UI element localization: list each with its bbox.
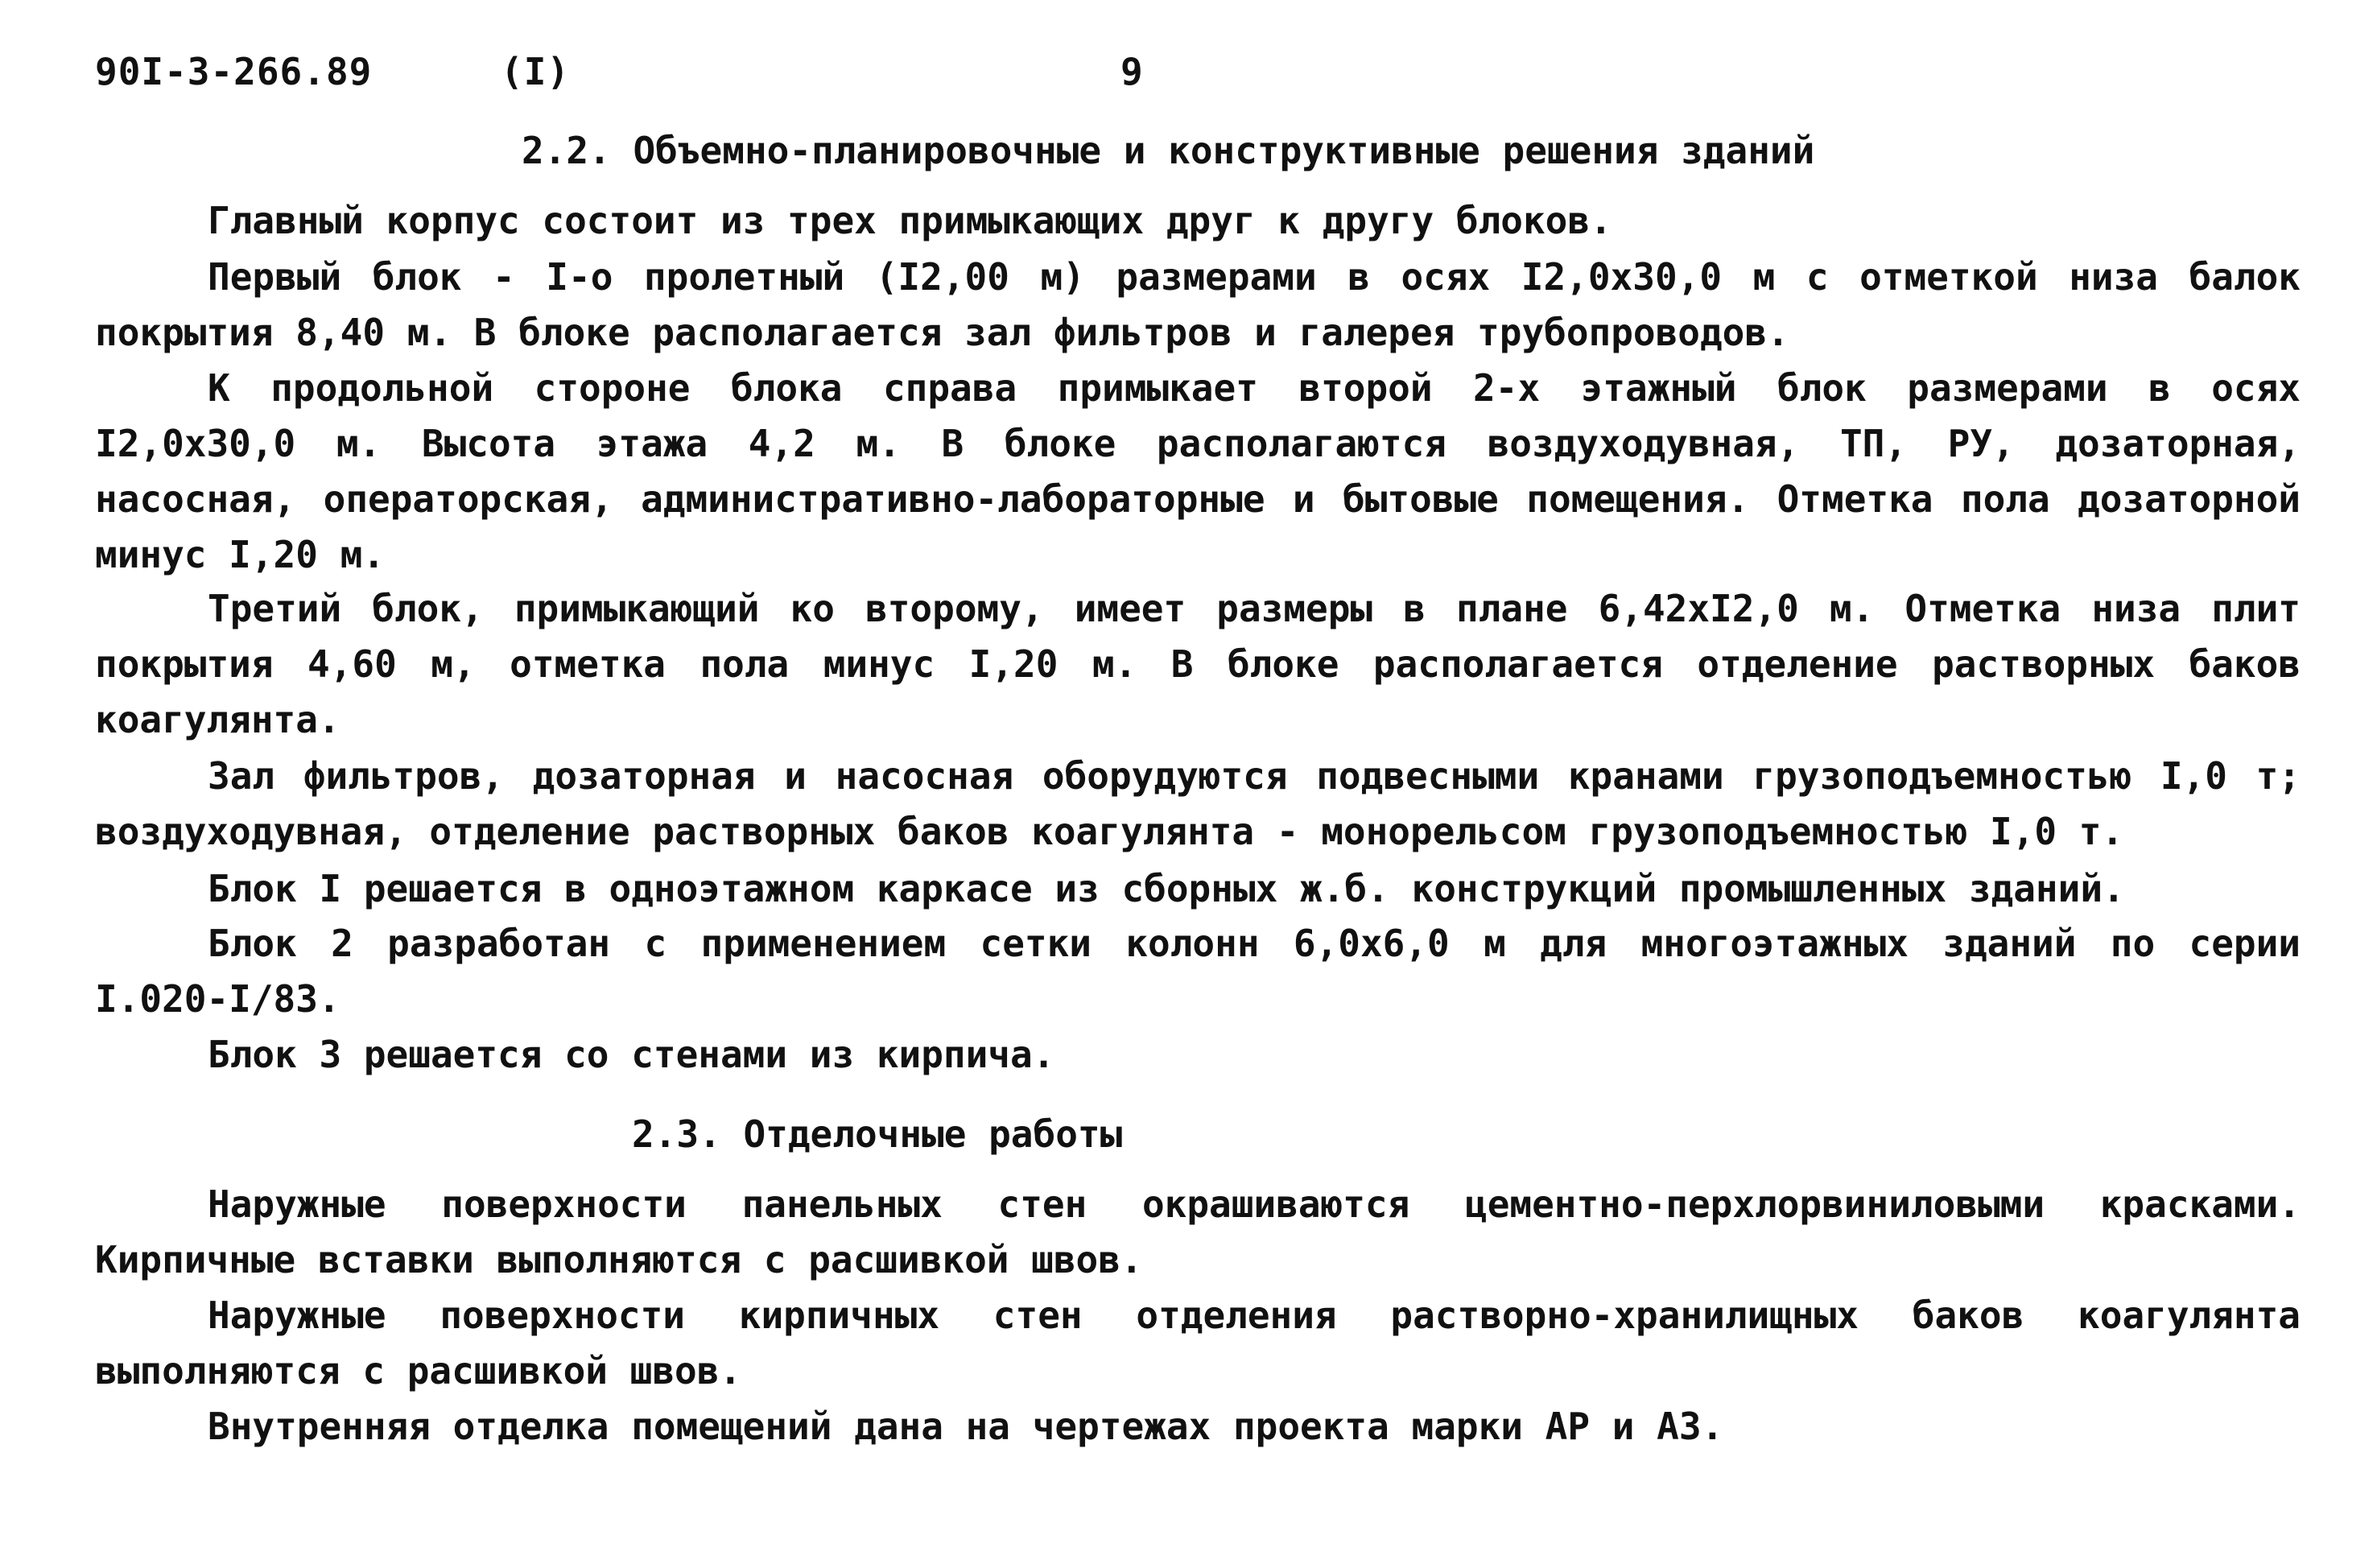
paragraph: Главный корпус состоит из трех примыкающих друг к другу блоков. (208, 199, 1612, 242)
paragraph: Блок I решается в одноэтажном каркасе из сборных ж.б. конструкций промышленных зданий. (208, 867, 2125, 910)
page-number: 9 (1120, 50, 1144, 93)
paragraph: Третий блок, примыкающий ко второму, имеет размеры в плане 6,42хI2,0 м. Отметка низа плит покрытия 4,60 м, отметка пола минус I,20 м. В блоке располагается отделение растворных баков коагулянта. (95, 587, 2301, 741)
paragraph: Первый блок - I-о пролетный (I2,00 м) размерами в осях I2,0х30,0 м с отметкой низа балок покрытия 8,40 м. В блоке располагается зал фильтров и галерея трубопроводов. (95, 255, 2301, 354)
paragraph: Наружные поверхности панельных стен окрашиваются цементно-перхлорвиниловыми красками. Кирпичные вставки выполняются с расшивкой швов. (95, 1182, 2301, 1281)
paragraph: Внутренняя отделка помещений дана на чертежах проекта марки АР и АЗ. (208, 1405, 1724, 1448)
paragraph: Блок 3 решается со стенами из кирпича. (208, 1033, 1055, 1076)
paragraph: Наружные поверхности кирпичных стен отделения растворно-хранилищных баков коагулянта выполняются с расшивкой швов. (95, 1294, 2301, 1393)
document-code: 90I-3-266.89 (95, 50, 373, 93)
section-heading-2-3: 2.3. Отделочные работы (632, 1112, 1123, 1156)
section-heading-2-2: 2.2. Объемно-планировочные и конструктивные решения зданий (522, 129, 1815, 172)
paragraph: Блок 2 разработан с применением сетки колонн 6,0х6,0 м для многоэтажных зданий по серии I.020-I/83. (95, 922, 2301, 1021)
paragraph: Зал фильтров, дозаторная и насосная оборудуются подвесными кранами грузоподъемностью I,0 т; воздуходувная, отделение растворных баков коагулянта - монорельсом грузоподъемностью I,0 т. (95, 754, 2301, 853)
paragraph: К продольной стороне блока справа примыкает второй 2-х этажный блок размерами в осях I2,0х30,0 м. Высота этажа 4,2 м. В блоке располагаются воздуходувная, ТП, РУ, дозаторная, насосная, операторская, административно-лабораторные и бытовые помещения. Отметка пола дозаторной минус I,20 м. (95, 366, 2301, 576)
document-part: (I) (501, 50, 571, 93)
